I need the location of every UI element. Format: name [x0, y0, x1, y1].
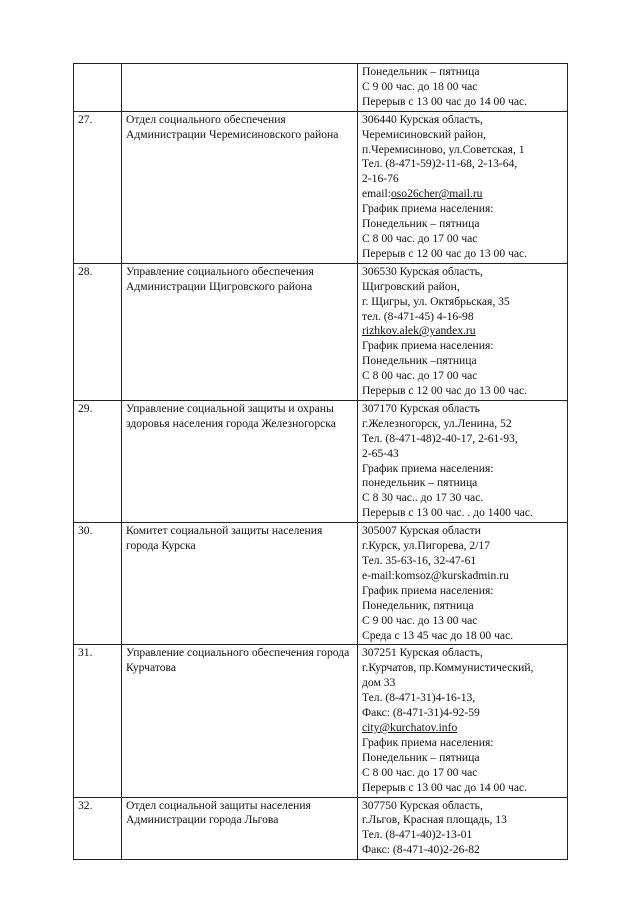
contact-email-line: [362, 187, 564, 202]
email-link[interactable]: city@kurchatov.info: [362, 720, 458, 734]
row-number: 32.: [74, 797, 122, 860]
contact-line: 307251 Курская область,: [362, 646, 483, 660]
contact-line: г.Курск, ул.Пигорева, 2/17: [362, 539, 491, 553]
contact-line: e-mail:komsoz@kurskadmin.ru: [362, 568, 509, 582]
contact-line: г.Льгов, Красная площадь, 13: [362, 813, 507, 827]
contact-email-line: [362, 721, 564, 736]
contact-info: [358, 263, 568, 400]
contact-line: Понедельник – пятница: [362, 65, 480, 78]
row-number: 31.: [74, 645, 122, 797]
table-row: [74, 64, 568, 112]
contact-line: 307750 Курская область,: [362, 798, 483, 812]
organization-name: Отдел социального обеспечения Администрации Черемисиновского района: [122, 111, 358, 263]
row-number: 30.: [74, 523, 122, 645]
contact-line: Среда с 13 45 час до 18 00 час.: [362, 628, 514, 642]
row-number: 28.: [74, 263, 122, 400]
contact-line: С 8 30 час.. до 17 30 час.: [362, 491, 484, 505]
contact-line: 2-16-76: [362, 172, 399, 186]
contact-line: График приема населения:: [362, 202, 494, 216]
contact-line: Понедельник –пятница: [362, 354, 477, 368]
table-row: [74, 797, 568, 860]
contact-line: тел. (8-471-45) 4-16-98: [362, 309, 474, 323]
table-row: [74, 111, 568, 263]
organization-name: Управление социального обеспечения Администрации Щигровского района: [122, 263, 358, 400]
table-row: [74, 263, 568, 400]
contact-line: График приема населения:: [362, 583, 494, 597]
row-number: 27.: [74, 111, 122, 263]
contact-email-line: [362, 324, 564, 339]
email-link[interactable]: rizhkov.alek@yandex.ru: [362, 324, 476, 338]
contact-info: [358, 111, 568, 263]
organization-name: Комитет социальной защиты населения города Курска: [122, 523, 358, 645]
contact-line: Перерыв с 12 00 час до 13 00 час.: [362, 246, 528, 260]
contact-line: Понедельник – пятница: [362, 750, 480, 764]
contact-line: Тел. 35-63-16, 32-47-61: [362, 554, 477, 567]
contact-line: График приема населения:: [362, 339, 494, 353]
table-row: [74, 523, 568, 645]
contact-line: Понедельник, пятница: [362, 598, 474, 612]
contact-line: Щигровский район,: [362, 279, 460, 293]
contact-line: 2-65-43: [362, 446, 399, 460]
table-row: [74, 645, 568, 797]
contact-line: Перерыв с 13 00 час до 14 00 час.: [362, 94, 528, 108]
row-number: 29.: [74, 400, 122, 522]
contact-line: г.Железногорск, ул.Ленина, 52: [362, 416, 512, 430]
contact-line: Факс: (8-471-31)4-92-59: [362, 706, 480, 720]
contact-line: дом 33: [362, 676, 396, 690]
contact-info: [358, 645, 568, 797]
contact-line: 305007 Курская области: [362, 524, 481, 538]
contact-line: г.Курчатов, пр.Коммунистический,: [362, 661, 534, 675]
contact-line: Перерыв с 12 00 час до 13 00 час.: [362, 384, 528, 398]
organization-name: [122, 64, 358, 112]
table-row: [74, 400, 568, 522]
contact-line: С 8 00 час. до 17 00 час: [362, 765, 478, 779]
contact-line: понедельник – пятница: [362, 476, 478, 490]
organization-name: Управление социальной защиты и охраны здоровья населения города Железногорска: [122, 400, 358, 522]
contact-info: [358, 400, 568, 522]
contact-info: [358, 64, 568, 112]
contact-line: Тел. (8-471-31)4-16-13,: [362, 691, 476, 705]
contact-line: С 8 00 час. до 17 00 час: [362, 231, 478, 245]
contact-line: График приема населения:: [362, 461, 494, 475]
contact-line: С 9 00 час. до 18 00 час: [362, 79, 478, 93]
contact-line: Перерыв с 13 00 час до 14 00 час.: [362, 780, 528, 794]
contact-line: 306440 Курская область,: [362, 112, 483, 126]
contact-line: Черемисиновский район,: [362, 127, 487, 141]
email-link[interactable]: oso26cher@mail.ru: [390, 187, 483, 201]
contacts-table: [73, 63, 568, 860]
email-prefix: email:: [362, 187, 391, 201]
row-number: [74, 64, 122, 112]
contact-line: С 9 00 час. до 13 00 час: [362, 613, 478, 627]
contacts-table-body: [74, 64, 568, 860]
contact-line: С 8 00 час. до 17 00 час: [362, 369, 478, 383]
contact-line: Факс: (8-471-40)2-26-82: [362, 843, 480, 857]
contact-line: Тел. (8-471-40)2-13-01: [362, 828, 473, 842]
contact-line: График приема населения:: [362, 735, 494, 749]
contact-line: Тел. (8-471-48)2-40-17, 2-61-93,: [362, 431, 518, 445]
contact-line: 307170 Курская область: [362, 401, 480, 415]
contact-line: 306530 Курская область,: [362, 264, 483, 278]
organization-name: Отдел социальной защиты населения Администрации города Льгова: [122, 797, 358, 860]
contact-line: Понедельник – пятница: [362, 217, 480, 231]
contact-line: Тел. (8-471-59)2-11-68, 2-13-64,: [362, 157, 518, 171]
contact-line: п.Черемисиново, ул.Советская, 1: [362, 142, 525, 156]
organization-name: Управление социального обеспечения города Курчатова: [122, 645, 358, 797]
contact-info: [358, 523, 568, 645]
contact-info: [358, 797, 568, 860]
contact-line: Перерыв с 13 00 час. . до 1400 час.: [362, 506, 533, 520]
contact-line: г. Щигры, ул. Октябрьская, 35: [362, 294, 510, 308]
